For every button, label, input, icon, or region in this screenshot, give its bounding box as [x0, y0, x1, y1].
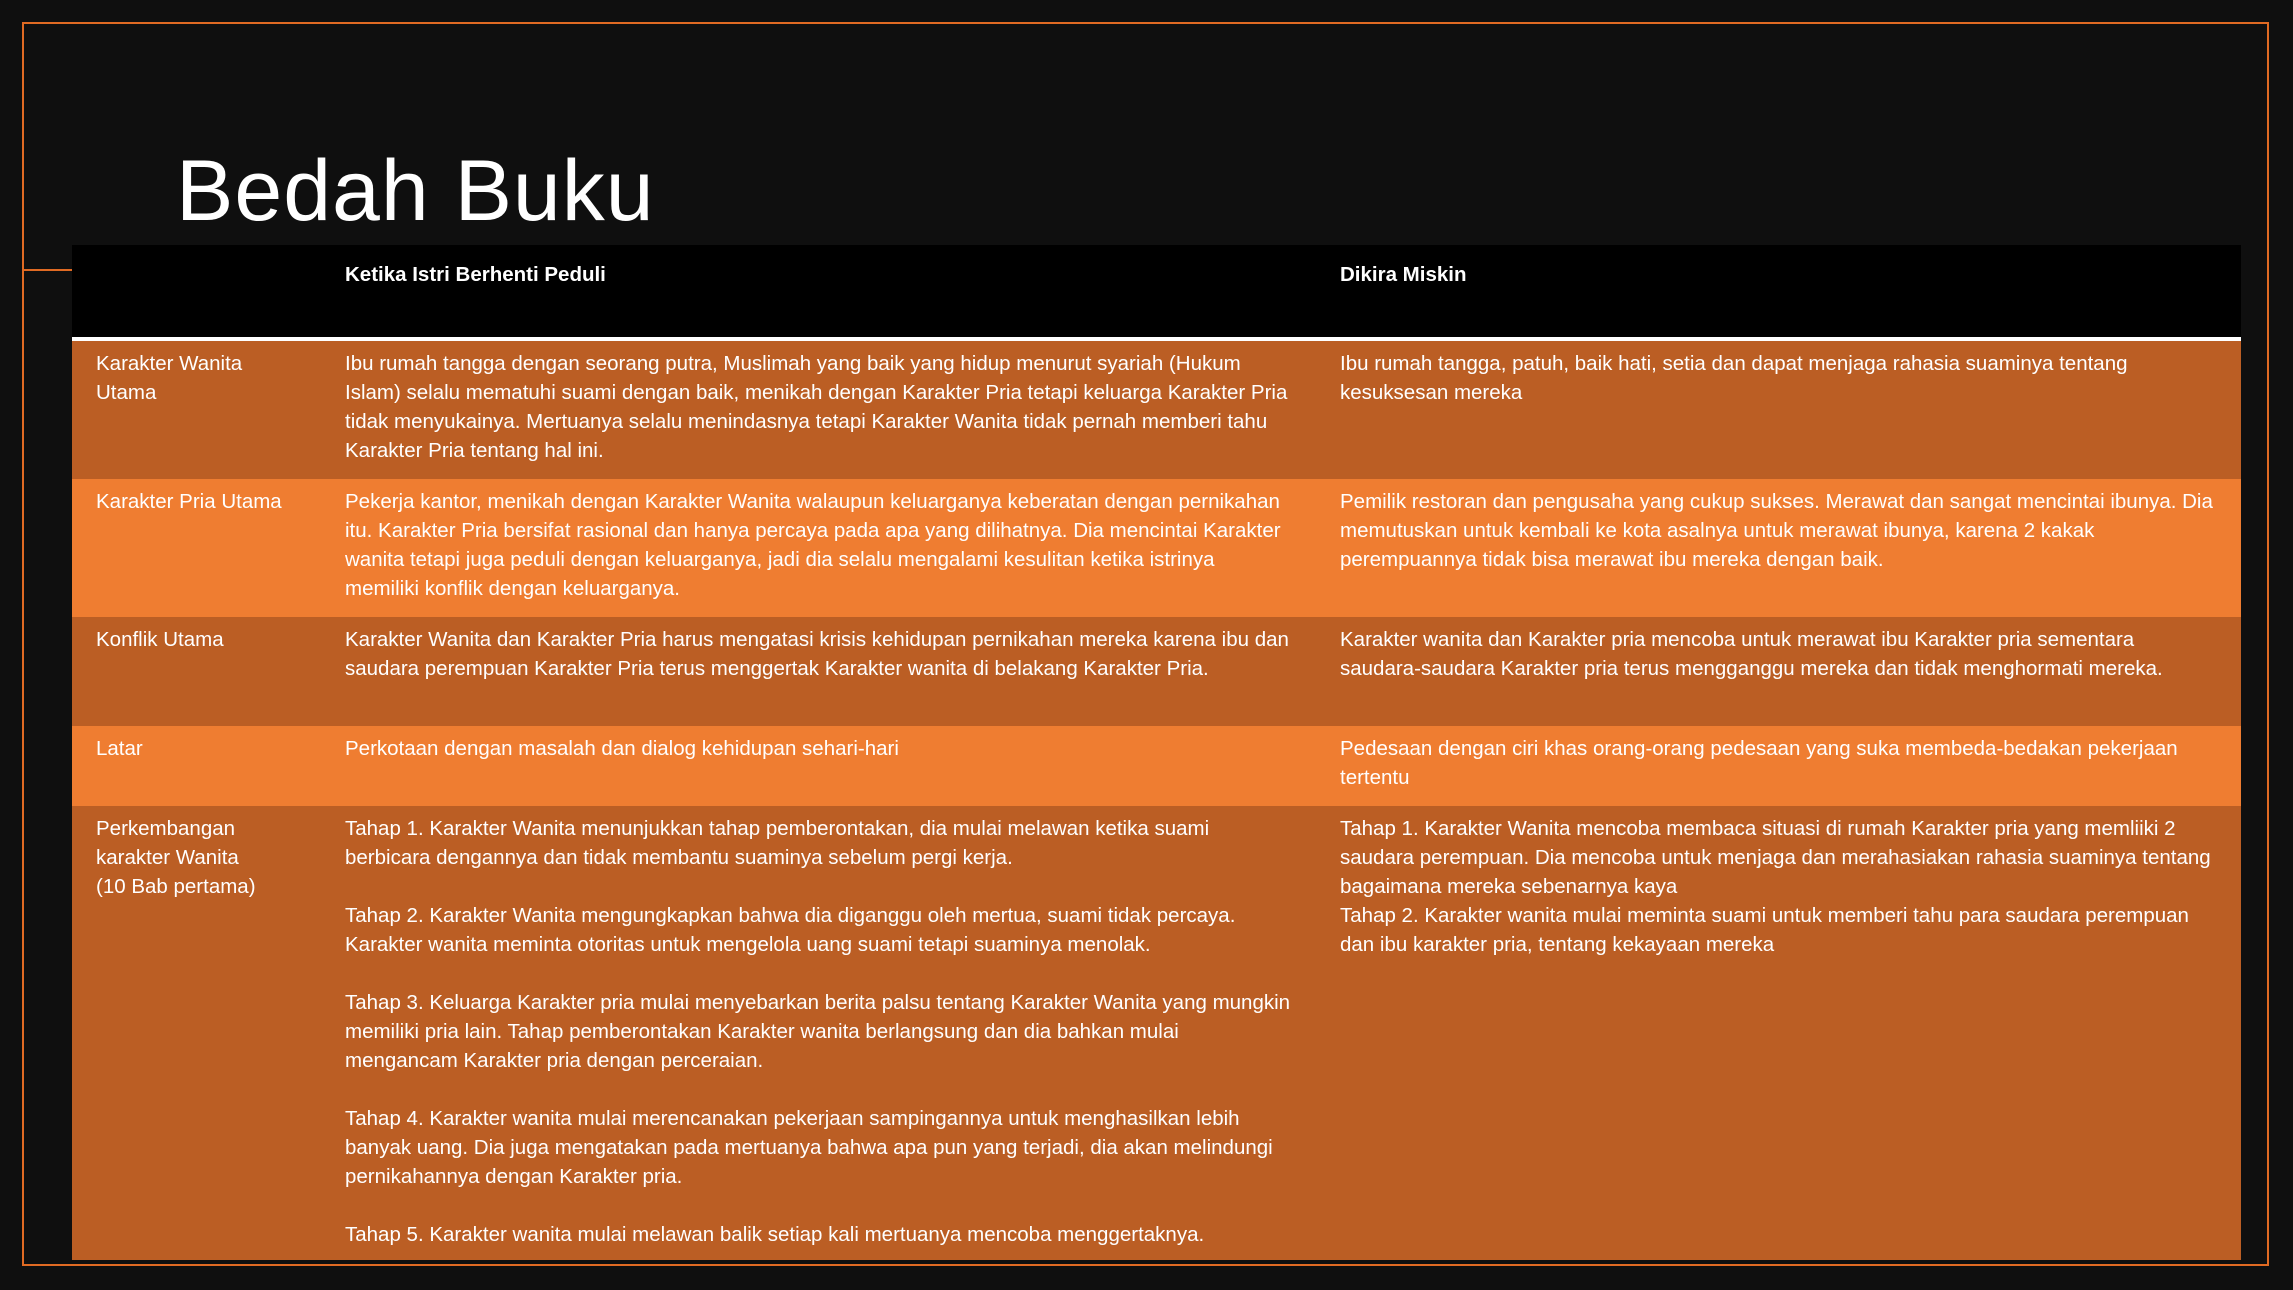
cell-book1: Ibu rumah tangga dengan seorang putra, Muslimah yang baik yang hidup menurut syariah (Hukum Islam) selalu mematuhi suami dengan baik, menikah dengan Karakter Pria tetapi keluarga Karakter Pria tidak menyukainya. Mertuanya selalu menindasnya tetapi Karakter Wanita tidak pernah memberi tahu Karakter Pria tentang hal ini. — [321, 339, 1316, 479]
cell-book1: Karakter Wanita dan Karakter Pria harus mengatasi krisis kehidupan pernikahan mereka karena ibu dan saudara perempuan Karakter Pria terus menggertak Karakter wanita di belakang Karakter Pria. — [321, 617, 1316, 726]
row-label: Perkembangan karakter Wanita (10 Bab pertama) — [72, 806, 321, 1260]
comparison-table-container — [72, 245, 2241, 1261]
cell-book2: Tahap 1. Karakter Wanita mencoba membaca situasi di rumah Karakter pria yang memliiki 2 saudara perempuan. Dia mencoba untuk menjaga dan merahasiakan rahasia suaminya tentang bagaimana mereka sebenarnya kaya Tahap 2. Karakter wanita mulai meminta suami untuk memberi tahu para saudara perempuan dan ibu karakter pria, tentang kekayaan mereka — [1316, 806, 2241, 1260]
header-cell-empty — [72, 245, 321, 339]
row-label: Karakter Wanita Utama — [72, 339, 321, 479]
cell-book1: Perkotaan dengan masalah dan dialog kehidupan sehari-hari — [321, 726, 1316, 806]
table-row — [72, 726, 2241, 806]
table-row — [72, 617, 2241, 726]
slide-title: Bedah Buku — [176, 143, 655, 239]
cell-book2: Karakter wanita dan Karakter pria mencoba untuk merawat ibu Karakter pria sementara saudara-saudara Karakter pria terus mengganggu mereka dan tidak menghormati mereka. — [1316, 617, 2241, 726]
table-header-row — [72, 245, 2241, 339]
cell-book2: Pemilik restoran dan pengusaha yang cukup sukses. Merawat dan sangat mencintai ibunya. Dia memutuskan untuk kembali ke kota asalnya untuk merawat ibunya, karena 2 kakak perempuannya tidak bisa merawat ibu mereka dengan baik. — [1316, 479, 2241, 617]
table-row — [72, 806, 2241, 1260]
cell-book2: Pedesaan dengan ciri khas orang-orang pedesaan yang suka membeda-bedakan pekerjaan tertentu — [1316, 726, 2241, 806]
row-label: Karakter Pria Utama — [72, 479, 321, 617]
cell-book1: Tahap 1. Karakter Wanita menunjukkan tahap pemberontakan, dia mulai melawan ketika suami berbicara dengannya dan tidak membantu suaminya sebelum pergi kerja. Tahap 2. Karakter Wanita mengungkapkan bahwa dia diganggu oleh mertua, suami tidak percaya. Karakter wanita meminta otoritas untuk mengelola uang suami tetapi suaminya menolak. Tahap 3. Keluarga Karakter pria mulai menyebarkan berita palsu tentang Karakter Wanita yang mungkin memiliki pria lain. Tahap pemberontakan Karakter wanita berlangsung dan dia bahkan mulai mengancam Karakter pria dengan perceraian. Tahap 4. Karakter wanita mulai merencanakan pekerjaan sampingannya untuk menghasilkan lebih banyak uang. Dia juga mengatakan pada mertuanya bahwa apa pun yang terjadi, dia akan melindungi pernikahannya dengan Karakter pria. Tahap 5. Karakter wanita mulai melawan balik setiap kali mertuanya mencoba menggertaknya. — [321, 806, 1316, 1260]
frame-accent-line — [22, 269, 72, 271]
row-label: Konflik Utama — [72, 617, 321, 726]
cell-book1: Pekerja kantor, menikah dengan Karakter Wanita walaupun keluarganya keberatan dengan pernikahan itu. Karakter Pria bersifat rasional dan hanya percaya pada apa yang dilihatnya. Dia mencintai Karakter wanita tetapi juga peduli dengan keluarganya, jadi dia selalu mengalami kesulitan ketika istrinya memiliki konflik dengan keluarganya. — [321, 479, 1316, 617]
row-label: Latar — [72, 726, 321, 806]
table-row — [72, 339, 2241, 479]
cell-book2: Ibu rumah tangga, patuh, baik hati, setia dan dapat menjaga rahasia suaminya tentang kesuksesan mereka — [1316, 339, 2241, 479]
header-cell-book1: Ketika Istri Berhenti Peduli — [321, 245, 1316, 339]
header-cell-book2: Dikira Miskin — [1316, 245, 2241, 339]
comparison-table — [72, 245, 2241, 1260]
table-row — [72, 479, 2241, 617]
